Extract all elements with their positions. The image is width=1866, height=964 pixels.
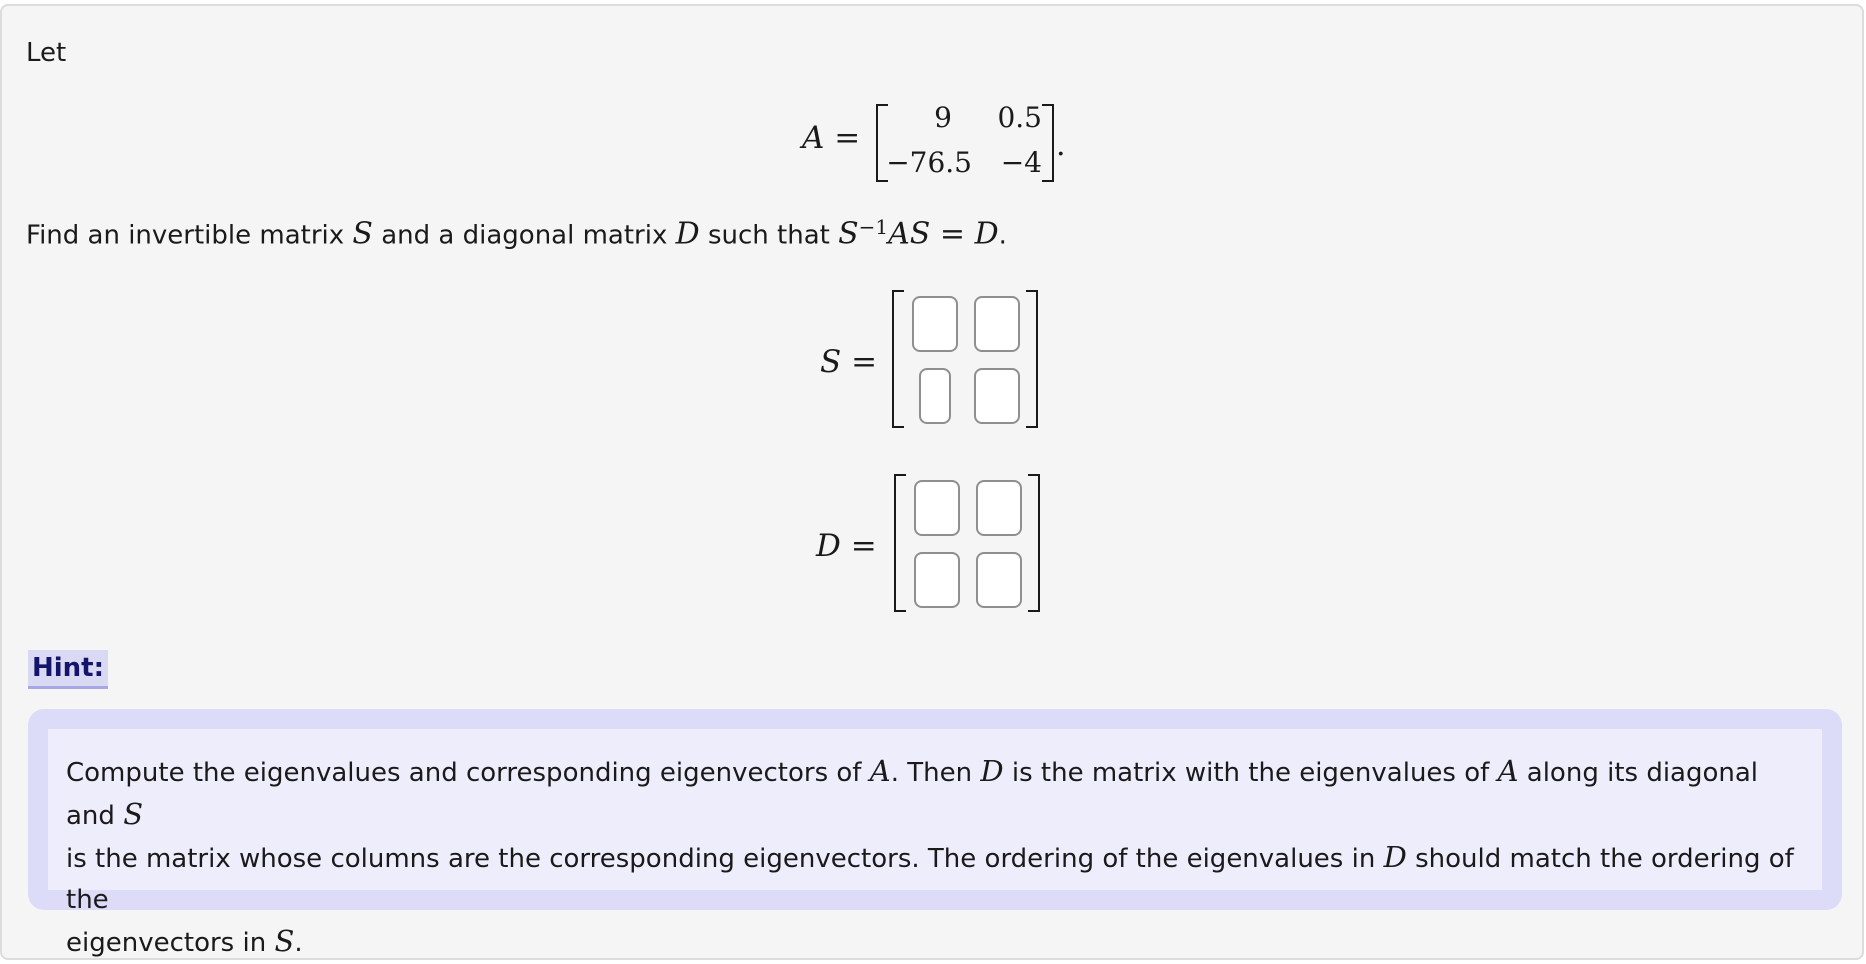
matrix-d-label: D = — [816, 528, 877, 564]
matrix-a-cell-11: 9 — [934, 101, 952, 134]
question-card — [0, 4, 1864, 960]
hint-panel — [28, 709, 1842, 958]
matrix-a-cell-12: 0.5 — [997, 101, 1042, 134]
matrix-a-label: A = — [802, 120, 861, 156]
s-input-21[interactable] — [919, 368, 951, 424]
right-bracket — [1042, 104, 1054, 182]
left-bracket — [892, 290, 904, 428]
matrix-s-label: S = — [820, 344, 878, 380]
matrix-a-cell-22: −4 — [1000, 146, 1042, 179]
hint-title[interactable]: Hint: — [28, 650, 108, 689]
d-input-12[interactable] — [976, 480, 1022, 536]
s-input-22[interactable] — [974, 368, 1020, 424]
d-input-11[interactable] — [914, 480, 960, 536]
matrix-a-period: . — [1056, 128, 1066, 163]
prompt-text: Find an invertible matrix S and a diagonal matrix D such that $S^{-1}AS = D$. — [26, 215, 1007, 252]
d-input-21[interactable] — [914, 552, 960, 608]
intro-text: Let — [26, 38, 67, 68]
right-bracket — [1026, 290, 1038, 428]
hint-body — [48, 729, 1822, 958]
d-input-22[interactable] — [976, 552, 1022, 608]
left-bracket — [894, 474, 906, 612]
matrix-a-cell-21: −76.5 — [886, 146, 972, 179]
right-bracket — [1028, 474, 1040, 612]
s-input-12[interactable] — [974, 296, 1020, 352]
hint-line-3: eigenvectors in S. — [66, 924, 303, 958]
hint-line-1: Compute the eigenvalues and corresponding eigenvectors of A. Then D is the matrix with the eigenvalues of A along its diagonal and S — [66, 754, 1759, 831]
hint-line-2: is the matrix whose columns are the corresponding eigenvectors. The ordering of the eigenvalues in D should match the ordering of the — [66, 840, 1794, 915]
s-input-11[interactable] — [912, 296, 958, 352]
